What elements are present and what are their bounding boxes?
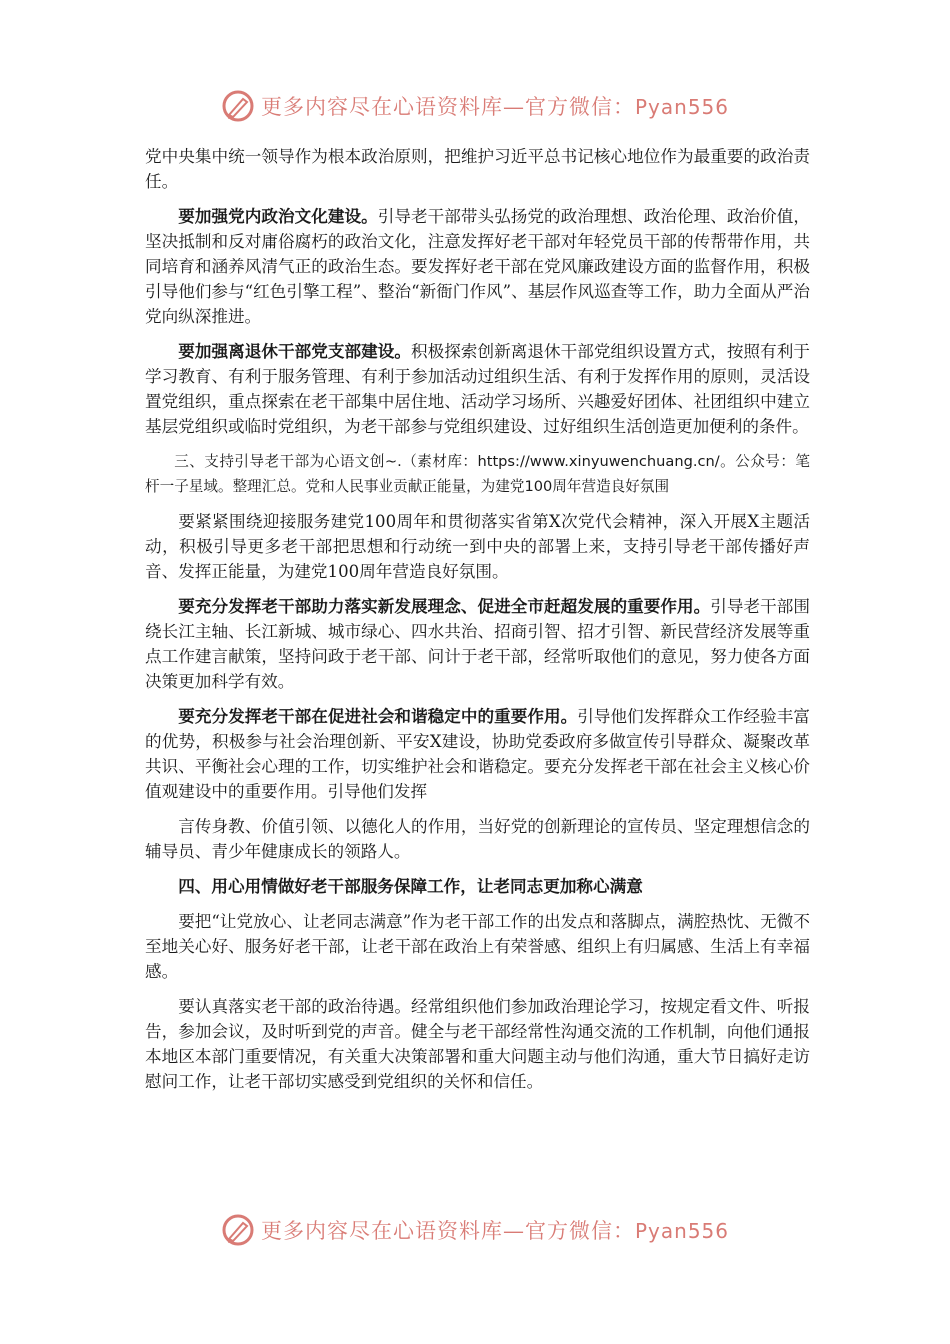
paragraph-6-heading: 要充分发挥老干部助力落实新发展理念、促进全市赶超发展的重要作用。 [178,596,711,616]
paragraph-1: 党中央集中统一领导作为根本政治原则，把维护习近平总书记核心地位作为最重要的政治责任。 [145,147,810,191]
banner-separator: — [502,95,525,119]
document-body [145,144,810,1104]
footer-banner [0,1210,950,1250]
paragraph-2 [145,204,810,329]
paragraph-6-text: 引导老干部围绕长江主轴、长江新城、城市绿心、四水共治、招商引智、招才引智、新民营经济发展等重点工作建言献策，坚持问政于老干部、问计于老干部，经常听取他们的意见，努力使各方面决策更加科学有效。 [145,597,811,691]
banner-text [261,1215,729,1245]
banner-wechat-id: Pyan556 [634,1219,729,1243]
paragraph-8: 言传身教、价值引领、以德化人的作用，当好党的创新理论的宣传员、坚定理想信念的辅导员、青少年健康成长的领路人。 [145,817,810,861]
paragraph-7 [145,704,810,804]
pen-logo-icon [221,1213,255,1247]
paragraph-3 [145,339,810,439]
paragraph-5: 要紧紧围绕迎接服务建党100周年和贯彻落实省第X次党代会精神，深入开展X主题活动，积极引导更多老干部把思想和行动统一到中央的部署上来，支持引导老干部传播好声音、发挥正能量，为建党100周年营造良好氛围。 [145,512,810,581]
banner-main-text: 更多内容尽在心语资料库 [260,95,503,119]
banner-wechat-label: 官方微信： [524,95,635,119]
paragraph-3-heading: 要加强离退休干部党支部建设。 [178,341,411,361]
banner-separator: — [502,1219,525,1243]
header-banner [0,86,950,126]
paragraph-6 [145,594,810,694]
paragraph-2-text: 引导老干部带头弘扬党的政治理想、政治伦理、政治价值，坚决抵制和反对庸俗腐朽的政治文化，注意发挥好老干部对年轻党员干部的传帮带作用，共同培育和涵养风清气正的政治生态。要发挥好老干部在党风廉政建设方面的监督作用，积极引导他们参与“红色引擎工程”、整治“新衙门作风”、基层作风巡查等工作，助力全面从严治党向纵深推进。 [145,207,810,326]
section-heading-4: 四、用心用情做好老干部服务保障工作，让老同志更加称心满意 [178,876,643,896]
paragraph-10: 要认真落实老干部的政治待遇。经常组织他们参加政治理论学习，按规定看文件、听报告，参加会议，及时听到党的声音。健全与老干部经常性沟通交流的工作机制，向他们通报本地区本部门重要情况，有关重大决策部署和重大问题主动与他们沟通，重大节日搞好走访慰问工作，让老干部切实感受到党组织的关怀和信任。 [145,997,810,1091]
paragraph-2-heading: 要加强党内政治文化建设。 [178,206,378,226]
banner-wechat-label: 官方微信： [524,1219,635,1243]
paragraph-3-text: 积极探索创新离退休干部党组织设置方式，按照有利于学习教育、有利于服务管理、有利于参加活动过组织生活、有利于发挥作用的原则，灵活设置党组织，重点探索在老干部集中居住地、活动学习场所、兴趣爱好团体、社团组织中建立基层党组织或临时党组织，为老干部参与党组织建设、过好组织生活创造更加便利的条件。 [145,342,811,436]
pen-logo-icon [221,89,255,123]
banner-wechat-id: Pyan556 [634,95,729,119]
paragraph-7-heading: 要充分发挥老干部在促进社会和谐稳定中的重要作用。 [178,706,578,726]
banner-main-text: 更多内容尽在心语资料库 [260,1219,503,1243]
paragraph-4: 三、支持引导老干部为心语文创~.（素材库：https://www.xinyuwenchuang.cn/。公众号：笔杆一子星域。整理汇总。党和人民事业贡献正能量，为建党100周年营造良好氛围 [145,453,810,495]
banner-text [261,91,729,121]
paragraph-9: 要把“让党放心、让老同志满意”作为老干部工作的出发点和落脚点，满腔热忱、无微不至地关心好、服务好老干部，让老干部在政治上有荣誉感、组织上有归属感、生活上有幸福感。 [145,912,810,981]
paragraph-7-text: 引导他们发挥群众工作经验丰富的优势，积极参与社会治理创新、平安X建设，协助党委政府多做宣传引导群众、凝聚改革共识、平衡社会心理的工作，切实维护社会和谐稳定。要充分发挥老干部在社会主义核心价值观建设中的重要作用。引导他们发挥 [145,707,811,801]
